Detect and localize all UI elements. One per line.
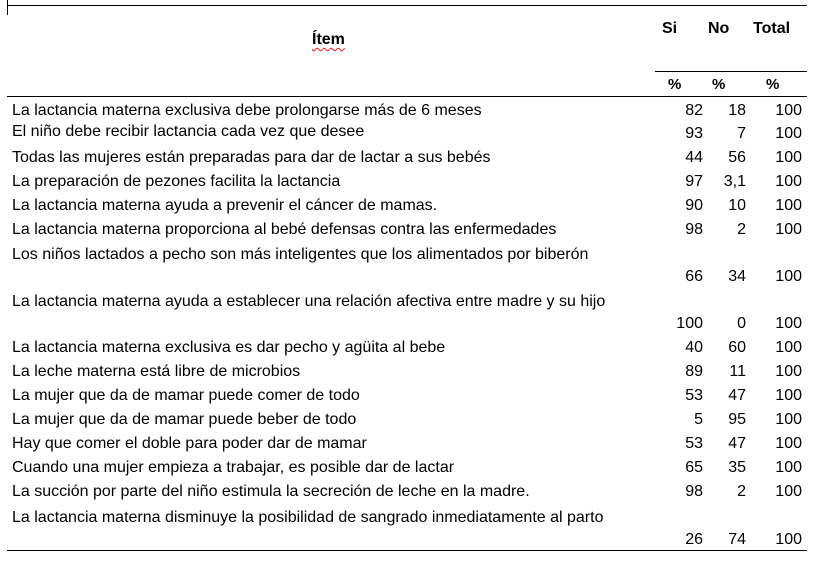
- row-label: Los niños lactados a pecho son más inteligentes que los alimentados por biberón: [12, 246, 589, 263]
- table-row: [12, 147, 807, 168]
- table-row: [12, 337, 807, 358]
- table-row: [12, 409, 807, 430]
- row-label: La leche materna está libre de microbios: [12, 363, 301, 380]
- row-si: 98: [685, 483, 703, 500]
- column-header-si: Si: [662, 20, 678, 37]
- row-total: 100: [775, 387, 802, 404]
- row-no: 11: [729, 363, 746, 380]
- row-si: 5: [694, 411, 703, 428]
- column-header-item: Ítem: [312, 31, 345, 48]
- column-header-total: Total: [753, 20, 791, 37]
- row-no: 74: [728, 531, 746, 548]
- row-si: 89: [685, 363, 703, 380]
- row-total: 100: [775, 221, 802, 238]
- table-row: [12, 171, 807, 192]
- row-label: La lactancia materna proporciona al bebé defensas contra las enfermedades: [12, 221, 557, 238]
- table-top-border: [7, 5, 807, 6]
- table-row: [12, 481, 807, 502]
- row-label: La lactancia materna exclusiva debe prolongarse más de 6 meses: [12, 102, 482, 119]
- row-si: 97: [685, 173, 703, 190]
- row-total: 100: [775, 197, 802, 214]
- row-si: 93: [685, 125, 703, 142]
- row-no: 60: [728, 339, 746, 356]
- table-row: [12, 385, 807, 406]
- row-si: 98: [685, 221, 703, 238]
- row-total: 100: [775, 173, 802, 190]
- unit-si: %: [668, 76, 682, 93]
- unit-total: %: [766, 76, 780, 93]
- row-label: La mujer que da de mamar puede comer de todo: [12, 387, 360, 404]
- row-total: 100: [775, 363, 802, 380]
- row-label: La preparación de pezones facilita la lactancia: [12, 173, 341, 190]
- table-row: [12, 291, 807, 333]
- row-total: 100: [775, 339, 802, 356]
- row-no: 2: [737, 483, 746, 500]
- row-label: La lactancia materna disminuye la posibilidad de sangrado inmediatamente al parto: [12, 509, 604, 526]
- table-row: [12, 507, 807, 549]
- row-no: 2: [737, 221, 746, 238]
- table-row: [12, 433, 807, 454]
- row-total: 100: [775, 315, 802, 332]
- row-label: La lactancia materna ayuda a prevenir el cáncer de mamas.: [12, 197, 438, 214]
- row-label: El niño debe recibir lactancia cada vez que desee: [12, 123, 365, 140]
- row-si: 44: [685, 149, 703, 166]
- table-row: [12, 121, 807, 142]
- row-total: 100: [775, 268, 802, 285]
- column-header-no: No: [708, 20, 730, 37]
- row-si: 53: [685, 387, 703, 404]
- row-label: La lactancia materna ayuda a establecer una relación afectiva entre madre y su hijo: [12, 293, 606, 310]
- row-si: 90: [685, 197, 703, 214]
- row-no: 35: [728, 459, 746, 476]
- row-si: 100: [676, 315, 703, 332]
- row-total: 100: [775, 149, 802, 166]
- row-no: 3,1: [723, 173, 746, 190]
- unit-no: %: [712, 76, 726, 93]
- row-no: 18: [728, 102, 746, 119]
- row-no: 34: [728, 268, 746, 285]
- row-no: 10: [728, 197, 746, 214]
- row-label: La lactancia materna exclusiva es dar pecho y agüita al bebe: [12, 339, 446, 356]
- row-total: 100: [775, 483, 802, 500]
- table-row: [12, 219, 807, 240]
- row-no: 47: [728, 435, 746, 452]
- row-no: 0: [737, 315, 746, 332]
- row-si: 65: [685, 459, 703, 476]
- row-si: 26: [685, 531, 703, 548]
- header-subrule: [655, 71, 807, 72]
- row-no: 95: [728, 411, 746, 428]
- table-row: [12, 361, 807, 382]
- row-label: Cuando una mujer empieza a trabajar, es posible dar de lactar: [12, 459, 455, 476]
- row-no: 7: [737, 125, 746, 142]
- row-si: 66: [685, 268, 703, 285]
- header-bottom-border: [7, 96, 807, 97]
- table-row: [12, 195, 807, 216]
- row-total: 100: [775, 531, 802, 548]
- row-total: 100: [775, 411, 802, 428]
- row-si: 53: [685, 435, 703, 452]
- row-no: 56: [728, 149, 746, 166]
- row-label: La succión por parte del niño estimula la secreción de leche en la madre.: [12, 483, 530, 500]
- row-label: Todas las mujeres están preparadas para dar de lactar a sus bebés: [12, 149, 491, 166]
- row-total: 100: [775, 459, 802, 476]
- table-bottom-border: [7, 550, 807, 551]
- table-left-tick: [7, 0, 8, 15]
- row-total: 100: [775, 125, 802, 142]
- row-label: La mujer que da de mamar puede beber de todo: [12, 411, 357, 428]
- row-si: 82: [685, 102, 703, 119]
- table-row: [12, 244, 807, 286]
- row-no: 47: [728, 387, 746, 404]
- row-total: 100: [775, 435, 802, 452]
- table-row: [12, 100, 807, 121]
- row-si: 40: [685, 339, 703, 356]
- table-row: [12, 457, 807, 478]
- row-label: Hay que comer el doble para poder dar de mamar: [12, 435, 367, 452]
- row-total: 100: [775, 102, 802, 119]
